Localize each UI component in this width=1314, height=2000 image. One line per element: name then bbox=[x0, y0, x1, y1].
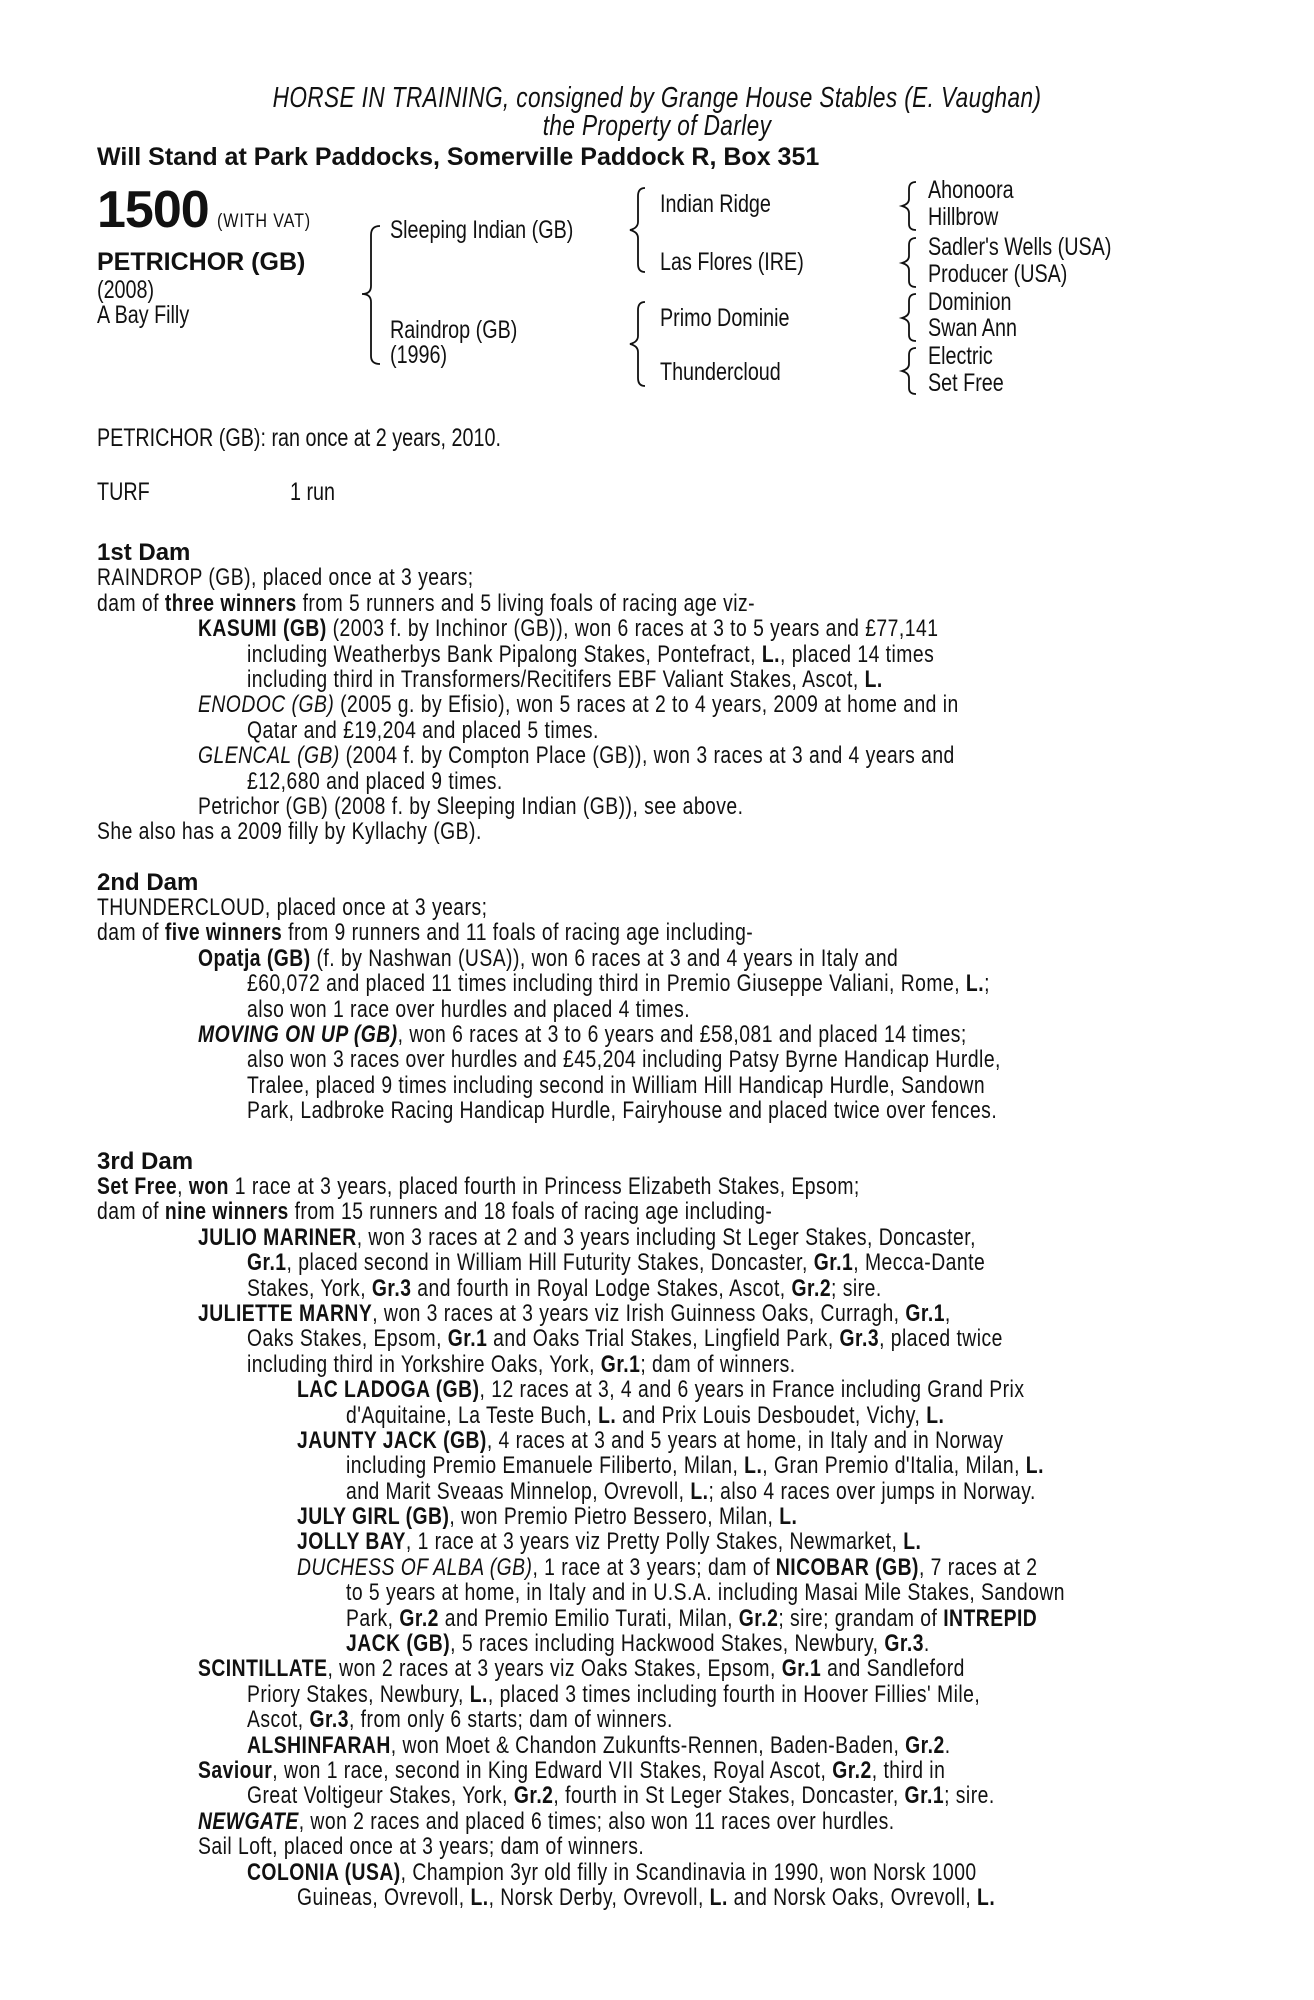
third-dam-line: JAUNTY JACK (GB), 4 races at 3 and 5 years at home, in Italy and in Norway bbox=[297, 1426, 1004, 1454]
ancestor-5: Dominion bbox=[928, 288, 1012, 316]
first-dam-line: including third in Transformers/Recitifers EBF Valiant Stakes, Ascot, L. bbox=[247, 665, 883, 693]
third-dam-line: dam of nine winners from 15 runners and 18 foals of racing age including- bbox=[97, 1198, 773, 1226]
second-dam-line: Tralee, placed 9 times including second in William Hill Handicap Hurdle, Sandown bbox=[247, 1071, 986, 1099]
third-dam-line: JOLLY BAY, 1 race at 3 years viz Pretty Polly Stakes, Newmarket, L. bbox=[297, 1528, 922, 1556]
first-dam-line: dam of three winners from 5 runners and 5 living foals of racing age viz- bbox=[97, 589, 756, 617]
ancestor-4: Producer (USA) bbox=[928, 260, 1068, 288]
horse-name: PETRICHOR (GB) bbox=[97, 248, 306, 276]
ancestor-8: Set Free bbox=[928, 369, 1004, 397]
vat-note: (WITH VAT) bbox=[216, 211, 311, 232]
third-dam-line: to 5 years at home, in Italy and in U.S.A. including Masai Mile Stakes, Sandown bbox=[346, 1579, 1066, 1607]
second-dam-line: dam of five winners from 9 runners and 11 foals of racing age including- bbox=[97, 919, 754, 947]
first-dam-line: Qatar and £19,204 and placed 5 times. bbox=[247, 716, 599, 744]
first-dam-line: including Weatherbys Bank Pipalong Stakes, Pontefract, L., placed 14 times bbox=[247, 640, 935, 668]
stand-location: Will Stand at Park Paddocks, Somerville Paddock R, Box 351 bbox=[97, 143, 820, 171]
dam-sire: Primo Dominie bbox=[660, 304, 790, 332]
page-title: HORSE IN TRAINING, consigned by Grange House Stables (E. Vaughan) bbox=[272, 82, 1042, 114]
third-dam-line: JACK (GB), 5 races including Hackwood Stakes, Newbury, Gr.3. bbox=[346, 1630, 930, 1658]
ancestor-7: Electric bbox=[928, 342, 993, 370]
dam: Raindrop (GB) bbox=[390, 316, 518, 344]
race-record-summary: PETRICHOR (GB): ran once at 2 years, 2010. bbox=[97, 424, 501, 452]
third-dam-line: Park, Gr.2 and Premio Emilio Turati, Milan, Gr.2; sire; grandam of INTREPID bbox=[346, 1604, 1038, 1632]
dam-year: (1996) bbox=[390, 341, 448, 369]
third-dam-line: Guineas, Ovrevoll, L., Norsk Derby, Ovrevoll, L. and Norsk Oaks, Ovrevoll, L. bbox=[297, 1883, 996, 1911]
third-dam-line: JULIETTE MARNY, won 3 races at 3 years viz Irish Guinness Oaks, Curragh, Gr.1, bbox=[198, 1299, 951, 1327]
first-dam-heading: 1st Dam bbox=[97, 539, 191, 566]
first-dam-line: Petrichor (GB) (2008 f. by Sleeping Indian (GB)), see above. bbox=[198, 792, 744, 820]
first-dam-line: KASUMI (GB) (2003 f. by Inchinor (GB)), won 6 races at 3 to 5 years and £77,141 bbox=[198, 615, 939, 643]
second-dam-line: £60,072 and placed 11 times including third in Premio Giuseppe Valiani, Rome, L.; bbox=[247, 970, 990, 998]
second-dam-line: MOVING ON UP (GB), won 6 races at 3 to 6 years and £58,081 and placed 14 times; bbox=[198, 1021, 967, 1049]
horse-year: (2008) bbox=[97, 276, 155, 304]
third-dam-line: Priory Stakes, Newbury, L., placed 3 times including fourth in Hoover Fillies' Mile, bbox=[247, 1680, 981, 1708]
third-dam-line: ALSHINFARAH, won Moet & Chandon Zukunfts-Rennen, Baden-Baden, Gr.2. bbox=[247, 1731, 951, 1759]
first-dam-line: GLENCAL (GB) (2004 f. by Compton Place (GB)), won 3 races at 3 and 4 years and bbox=[198, 742, 955, 770]
third-dam-line: Stakes, York, Gr.3 and fourth in Royal Lodge Stakes, Ascot, Gr.2; sire. bbox=[247, 1274, 882, 1302]
third-dam-line: including third in Yorkshire Oaks, York, Gr.1; dam of winners. bbox=[247, 1350, 796, 1378]
first-dam-line: RAINDROP (GB), placed once at 3 years; bbox=[97, 564, 474, 592]
second-dam-heading: 2nd Dam bbox=[97, 868, 199, 896]
sire: Sleeping Indian (GB) bbox=[390, 216, 574, 244]
third-dam-line: including Premio Emanuele Filiberto, Milan, L., Gran Premio d'Italia, Milan, L. bbox=[346, 1452, 1044, 1480]
page-subtitle: the Property of Darley bbox=[542, 110, 772, 142]
third-dam-line: LAC LADOGA (GB), 12 races at 3, 4 and 6 years in France including Grand Prix bbox=[297, 1376, 1025, 1404]
third-dam-heading: 3rd Dam bbox=[97, 1147, 194, 1175]
second-dam-line: Opatja (GB) (f. by Nashwan (USA)), won 6 races at 3 and 4 years in Italy and bbox=[198, 944, 899, 972]
second-dam-line: Park, Ladbroke Racing Handicap Hurdle, Fairyhouse and placed twice over fences. bbox=[247, 1097, 998, 1125]
ancestor-3: Sadler's Wells (USA) bbox=[928, 233, 1112, 261]
ancestor-2: Hillbrow bbox=[928, 203, 999, 231]
third-dam-line: DUCHESS OF ALBA (GB), 1 race at 3 years; dam of NICOBAR (GB), 7 races at 2 bbox=[297, 1553, 1038, 1581]
sire-sire: Indian Ridge bbox=[660, 190, 771, 218]
third-dam-line: and Marit Sveaas Minnelop, Ovrevoll, L.; also 4 races over jumps in Norway. bbox=[346, 1477, 1036, 1505]
third-dam-line: d'Aquitaine, La Teste Buch, L. and Prix Louis Desboudet, Vichy, L. bbox=[346, 1401, 945, 1429]
third-dam-line: JULIO MARINER, won 3 races at 2 and 3 years including St Leger Stakes, Doncaster, bbox=[198, 1223, 976, 1251]
third-dam-line: Ascot, Gr.3, from only 6 starts; dam of winners. bbox=[247, 1706, 673, 1734]
sire-dam: Las Flores (IRE) bbox=[660, 248, 804, 276]
turf-runs: 1 run bbox=[290, 478, 336, 506]
third-dam-line: NEWGATE, won 2 races and placed 6 times; also won 11 races over hurdles. bbox=[198, 1807, 895, 1835]
first-dam-line: She also has a 2009 filly by Kyllachy (GB). bbox=[97, 818, 482, 846]
third-dam-line: Oaks Stakes, Epsom, Gr.1 and Oaks Trial Stakes, Lingfield Park, Gr.3, placed twice bbox=[247, 1325, 1003, 1353]
second-dam-line: also won 1 race over hurdles and placed 4 times. bbox=[247, 995, 691, 1023]
third-dam-line: SCINTILLATE, won 2 races at 3 years viz Oaks Stakes, Epsom, Gr.1 and Sandleford bbox=[198, 1655, 965, 1683]
horse-description: A Bay Filly bbox=[97, 301, 190, 329]
third-dam-line: Great Voltigeur Stakes, York, Gr.2, fourth in St Leger Stakes, Doncaster, Gr.1; sire. bbox=[247, 1782, 995, 1810]
ancestor-1: Ahonoora bbox=[928, 176, 1014, 204]
third-dam-line: Saviour, won 1 race, second in King Edward VII Stakes, Royal Ascot, Gr.2, third in bbox=[198, 1756, 946, 1784]
third-dam-line: JULY GIRL (GB), won Premio Pietro Bessero, Milan, L. bbox=[297, 1503, 798, 1531]
third-dam-line: COLONIA (USA), Champion 3yr old filly in Scandinavia in 1990, won Norsk 1000 bbox=[247, 1858, 977, 1886]
third-dam-line: Sail Loft, placed once at 3 years; dam of winners. bbox=[198, 1833, 645, 1861]
third-dam-line: Set Free, won 1 race at 3 years, placed fourth in Princess Elizabeth Stakes, Epsom; bbox=[97, 1172, 860, 1200]
lot-number-value: 1500 bbox=[97, 181, 209, 239]
second-dam-line: also won 3 races over hurdles and £45,204 including Patsy Byrne Handicap Hurdle, bbox=[247, 1046, 1001, 1074]
turf-label: TURF bbox=[97, 478, 150, 506]
first-dam-line: ENODOC (GB) (2005 g. by Efisio), won 5 races at 2 to 4 years, 2009 at home and in bbox=[198, 691, 959, 719]
first-dam-line: £12,680 and placed 9 times. bbox=[247, 767, 503, 795]
third-dam-line: Gr.1, placed second in William Hill Futurity Stakes, Doncaster, Gr.1, Mecca-Dante bbox=[247, 1249, 986, 1277]
ancestor-6: Swan Ann bbox=[928, 314, 1017, 342]
catalogue-body bbox=[97, 540, 1247, 1910]
pedigree-brackets bbox=[0, 0, 1314, 420]
dam-dam: Thundercloud bbox=[660, 358, 781, 386]
second-dam-line: THUNDERCLOUD, placed once at 3 years; bbox=[97, 894, 488, 922]
